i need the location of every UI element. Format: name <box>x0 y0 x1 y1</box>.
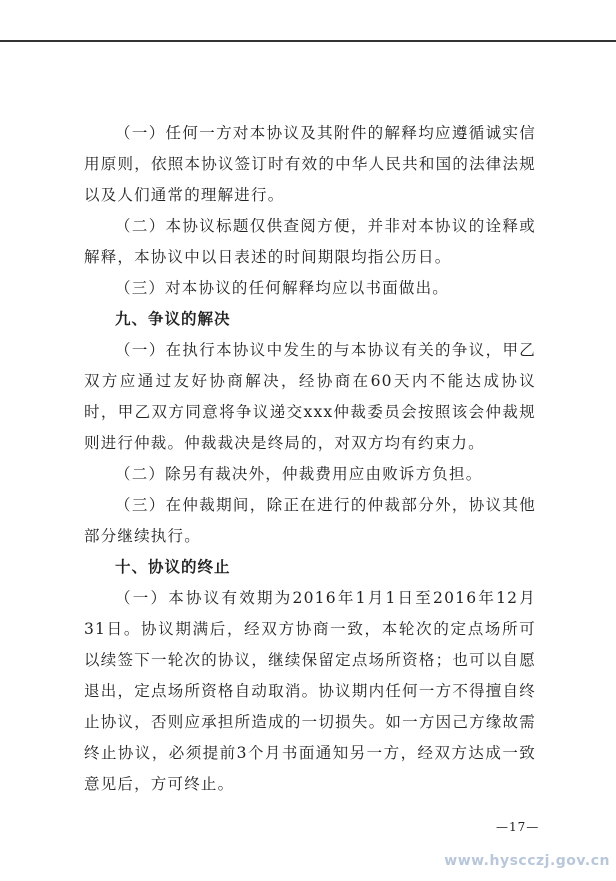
paragraph-interpretation-2: （二）本协议标题仅供查阅方便，并非对本协议的诠释或解释，本协议中以日表述的时间期限均指公历日。 <box>84 217 536 266</box>
site-watermark: www.hyscczj.gov.cn <box>444 853 610 869</box>
paragraph-termination-1: （一）本协议有效期为2016年1月1日至2016年12月31日。协议期满后，经双方协商一致，本轮次的定点场所可以续签下一轮次的协议，继续保留定点场所资格；也可以自愿退出，定点场所资格自动取消。协议期内任何一方不得擅自终止协议，否则应承担所造成的一切损失。如一方因己方缘故需终止协议，必须提前3个月书面通知另一方，经双方达成一致意见后，方可终止。 <box>84 589 536 793</box>
paragraph-interpretation-1: （一）任何一方对本协议及其附件的解释均应遵循诚实信用原则，依照本协议签订时有效的中华人民共和国的法律法规以及人们通常的理解进行。 <box>84 124 536 204</box>
paragraph-dispute-1: （一）在执行本协议中发生的与本协议有关的争议，甲乙双方应通过友好协商解决，经协商在60天内不能达成协议时，甲乙双方同意将争议递交xxx仲裁委员会按照该会仲裁规则进行仲裁。仲裁裁决是终局的，对双方均有约束力。 <box>84 341 536 452</box>
paragraph-dispute-2: （二）除另有裁决外，仲裁费用应由败诉方负担。 <box>115 465 483 483</box>
paragraph-dispute-3: （三）在仲裁期间，除正在进行的仲裁部分外，协议其他部分继续执行。 <box>84 496 536 545</box>
header-rule <box>0 40 616 42</box>
paragraph-interpretation-3: （三）对本协议的任何解释均应以书面做出。 <box>115 279 450 297</box>
section-heading-termination: 十、协议的终止 <box>115 558 231 576</box>
section-heading-dispute: 九、争议的解决 <box>115 310 231 328</box>
document-body <box>84 118 536 800</box>
page-number: —17— <box>496 820 540 834</box>
